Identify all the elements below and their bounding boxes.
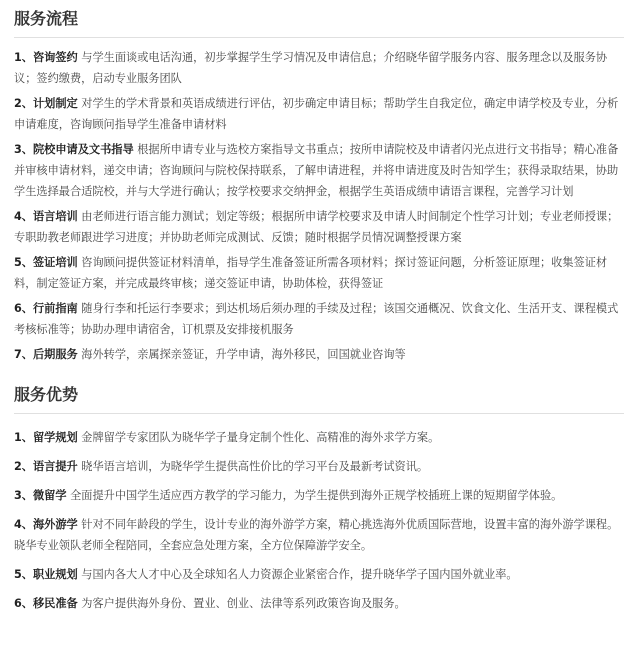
item-text: 与国内各大人才中心及全球知名人力资源企业紧密合作，提升晓华学子国内国外就业率。 <box>77 568 518 581</box>
service-process-title: 服务流程 <box>14 0 624 38</box>
item-heading: 移民准备 <box>32 597 78 610</box>
item-heading: 行前指南 <box>32 302 78 315</box>
item-text: 针对不同年龄段的学生，设计专业的海外游学方案，精心挑选海外优质国际营地，设置丰富的海外游学课程。晓华专业领队老师全程陪同，全套应急处理方案，全方位保障游学安全。 <box>14 518 619 552</box>
item-heading: 语言培训 <box>32 210 78 223</box>
process-item-planning <box>14 93 624 135</box>
item-text: 海外转学，亲属探亲签证，升学申请，海外移民，回国就业咨询等 <box>77 348 406 361</box>
item-heading: 微留学 <box>32 489 67 502</box>
item-text: 咨询顾问提供签证材料清单，指导学生准备签证所需各项材料；探讨签证问题，分析签证原理；收集签证材料，制定签证方案，并完成最终审核；递交签证申请，协助体检，获得签证 <box>14 256 608 290</box>
process-item-follow-up <box>14 344 624 365</box>
item-number: 7、 <box>14 348 33 361</box>
item-heading: 职业规划 <box>32 568 78 581</box>
item-text: 根据所申请专业与选校方案指导文书重点；按所申请院校及申请者闪光点进行文书指导；精心准备并审核申请材料，递交申请；咨询顾问与院校保持联系，了解申请进程，并将申请进度及时告知学生；获得录取结果，协助学生选择最合适院校，并与大学进行确认；按学校要求交纳押金，根据学生英语成绩申请语言课程，完善学习计划 <box>14 143 619 198</box>
item-heading: 语言提升 <box>32 460 78 473</box>
process-item-language-training <box>14 206 624 248</box>
service-process-list <box>14 47 624 365</box>
item-number: 4、 <box>14 518 33 531</box>
item-text: 与学生面谈或电话沟通，初步掌握学生学习情况及申请信息；介绍晓华留学服务内容、服务理念以及服务协议；签约缴费，启动专业服务团队 <box>14 51 608 85</box>
item-number: 2、 <box>14 460 33 473</box>
process-item-application <box>14 139 624 202</box>
item-heading: 咨询签约 <box>32 51 78 64</box>
service-process-section <box>14 0 624 365</box>
item-heading: 计划制定 <box>32 97 78 110</box>
item-text: 全面提升中国学生适应西方教学的学习能力，为学生提供到海外正规学校插班上课的短期留学体验。 <box>66 489 563 502</box>
item-heading: 后期服务 <box>32 348 78 361</box>
item-number: 5、 <box>14 256 33 269</box>
advantage-item-study-tour <box>14 514 624 556</box>
item-text: 为客户提供海外身份、置业、创业、法律等系列政策咨询及服务。 <box>77 597 406 610</box>
service-advantages-title: 服务优势 <box>14 379 624 414</box>
item-heading: 留学规划 <box>32 431 78 444</box>
service-advantages-list <box>14 427 624 614</box>
item-heading: 签证培训 <box>32 256 78 269</box>
process-item-pre-departure <box>14 298 624 340</box>
item-number: 6、 <box>14 302 33 315</box>
advantage-item-micro-study <box>14 485 624 506</box>
section-spacer <box>14 365 624 379</box>
item-text: 对学生的学术背景和英语成绩进行评估，初步确定申请目标；帮助学生自我定位，确定申请学校及专业，分析申请难度，咨询顾问指导学生准备申请材料 <box>14 97 619 131</box>
item-number: 5、 <box>14 568 33 581</box>
item-heading: 院校申请及文书指导 <box>32 143 134 156</box>
item-text: 由老师进行语言能力测试；划定等级；根据所申请学校要求及申请人时间制定个性学习计划；专业老师授课；专职助教老师跟进学习进度；并协助老师完成测试、反馈；随时根据学员情况调整授课方案 <box>14 210 619 244</box>
advantage-item-language <box>14 456 624 477</box>
service-advantages-section <box>14 379 624 614</box>
item-number: 1、 <box>14 431 33 444</box>
item-number: 3、 <box>14 143 33 156</box>
process-item-visa-training <box>14 252 624 294</box>
item-heading: 海外游学 <box>32 518 78 531</box>
advantage-item-immigration <box>14 593 624 614</box>
item-number: 4、 <box>14 210 33 223</box>
advantage-item-career <box>14 564 624 585</box>
item-number: 2、 <box>14 97 33 110</box>
item-number: 6、 <box>14 597 33 610</box>
item-number: 1、 <box>14 51 33 64</box>
item-text: 金牌留学专家团队为晓华学子量身定制个性化、高精准的海外求学方案。 <box>77 431 440 444</box>
item-number: 3、 <box>14 489 33 502</box>
advantage-item-planning <box>14 427 624 448</box>
item-text: 随身行李和托运行李要求；到达机场后须办理的手续及过程；该国交通概况、饮食文化、生活开支、课程模式考核标准等；协助办理申请宿舍，订机票及安排接机服务 <box>14 302 619 336</box>
item-text: 晓华语言培训，为晓华学生提供高性价比的学习平台及最新考试资讯。 <box>77 460 429 473</box>
process-item-consultation <box>14 47 624 89</box>
